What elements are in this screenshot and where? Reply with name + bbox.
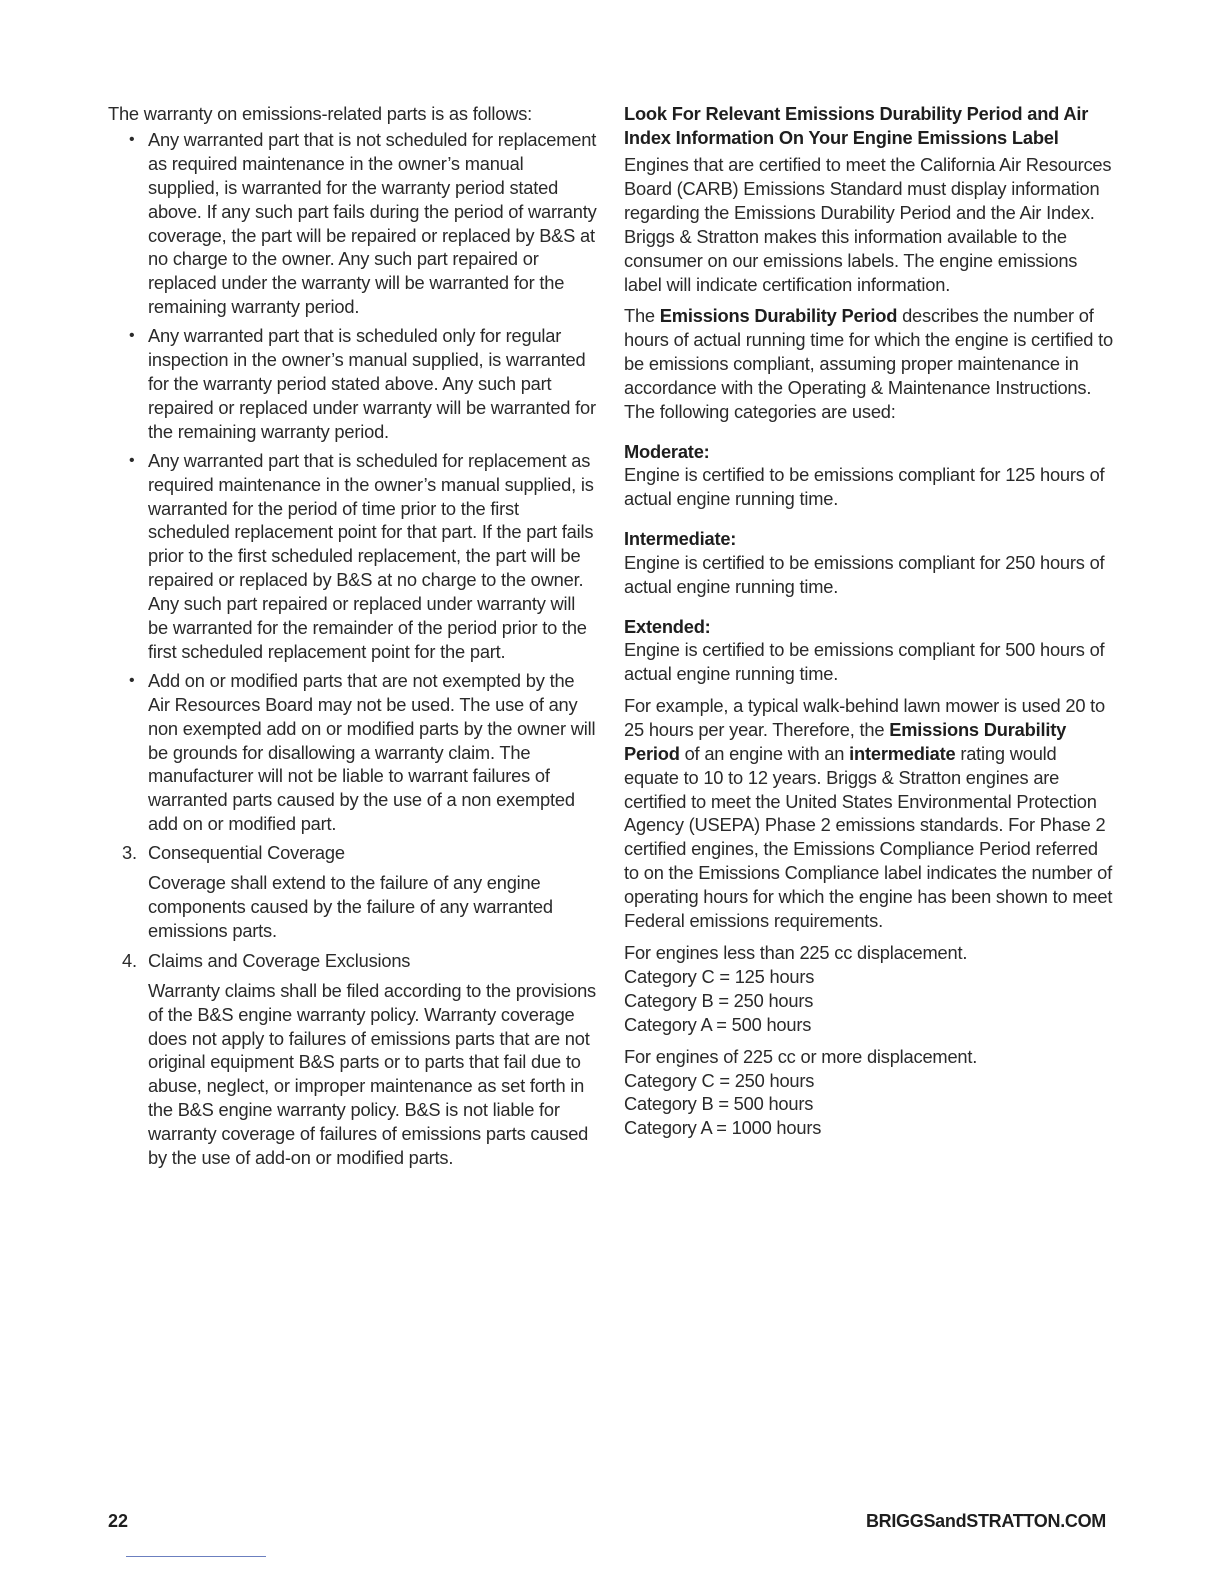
- divider: [126, 1556, 266, 1557]
- right-column: [624, 102, 1114, 1148]
- durability-term: Emissions Durability Period: [659, 305, 898, 327]
- category-line: Category A = 500 hours: [624, 1013, 812, 1035]
- moderate-title: Moderate:: [624, 440, 710, 462]
- moderate-text: Engine is certified to be emissions compliant for 125 hours of actual engine running time.: [624, 464, 1105, 510]
- category-line: Category C = 125 hours: [624, 965, 815, 987]
- page-number: 22: [108, 1511, 129, 1531]
- category-line: Category C = 250 hours: [624, 1069, 815, 1091]
- intermediate-title: Intermediate:: [624, 528, 737, 550]
- emissions-label-heading: Look For Relevant Emissions Durability Period and Air Index Information On Your Engine Emissions Label: [624, 103, 1089, 148]
- item-text: Coverage shall extend to the failure of any engine components caused by the failure of any warranted emissions parts.: [148, 872, 553, 941]
- carb-paragraph: Engines that are certified to meet the California Air Resources Board (CARB) Emissions Standard must display information regarding the Emissions Durability Period and the Air Index. Briggs & Stratton makes this information available to the consumer on our emissions labels. The engine emissions label will indicate certification information.: [624, 154, 1112, 295]
- example-paragraph: For example, a typical walk-behind lawn mower is used 20 to 25 hours per year. Therefore, the Emissions Durability Period of an engine with an intermediate rating would equate to 10 to 12 years. Briggs & Stratton engines are certified to meet the United States Environmental Protection Agency (USEPA) Phase 2 emissions standards. For Phase 2 certified engines, the Emissions Compliance Period referred to on the Emissions Compliance label indicates the number of operating hours for which the engine has been shown to meet Federal emissions requirements.: [624, 694, 1113, 932]
- large-engine-categories: [624, 1045, 1114, 1141]
- intermediate-category: [624, 527, 1114, 598]
- intermediate-text: Engine is certified to be emissions compliant for 250 hours of actual engine running time.: [624, 551, 1105, 597]
- extended-category: [624, 615, 1114, 686]
- small-engine-intro: For engines less than 225 cc displacement.: [624, 941, 968, 963]
- claims-exclusions-section: [108, 949, 598, 1170]
- bullet-item: • Any warranted part that is scheduled only for regular inspection in the owner’s manual supplied, is warranted for the warranty period stated above. Any such part repaired or replaced under warranty will be warranted for the remaining warranty period.: [148, 324, 598, 444]
- category-line: Category B = 250 hours: [624, 989, 814, 1011]
- item-title: Claims and Coverage Exclusions: [148, 949, 411, 971]
- moderate-category: [624, 440, 1114, 511]
- bullet-item: • Any warranted part that is not scheduled for replacement as required maintenance in the owner’s manual supplied, is warranted for the warranty period stated above. If any such part fails during the period of warranty coverage, the part will be repaired or replaced by B&S at no charge to the owner. Any such part repaired or replaced under the warranty will be warranted for the remaining warranty period.: [148, 128, 598, 319]
- category-line: Category A = 1000 hours: [624, 1117, 822, 1139]
- category-line: Category B = 500 hours: [624, 1093, 814, 1115]
- item-number: 3.: [122, 842, 137, 864]
- bullet-item: • Any warranted part that is scheduled for replacement as required maintenance in the owner’s manual supplied, is warranted for the period of time prior to the first scheduled replacement point for that part. If the part fails prior to the first scheduled replacement, the part will be repaired or replaced by B&S at no charge to the owner. Any such part repaired or replaced under warranty will be warranted for the remainder of the period prior to the first scheduled replacement point for the part.: [148, 449, 598, 664]
- consequential-coverage-section: [108, 841, 598, 943]
- item-title: Consequential Coverage: [148, 842, 345, 864]
- left-column: [108, 102, 598, 1176]
- item-number: 4.: [122, 949, 137, 971]
- footer-website: BRIGGSandSTRATTON.COM: [865, 1511, 1106, 1531]
- extended-title: Extended:: [624, 615, 711, 637]
- bullet-item: • Add on or modified parts that are not exempted by the Air Resources Board may not be used. The use of any non exempted add on or modified parts by the owner will be grounds for disallowing a warranty claim. The manufacturer will not be liable to warrant failures of warranted parts caused by the use of a non exempted add on or modified part.: [148, 669, 598, 836]
- durability-paragraph: The Emissions Durability Period describes the number of hours of actual running time for which the engine is certified to be emissions compliant, assuming proper maintenance in accordance with the Operating & Maintenance Instructions. The following categories are used:: [624, 305, 1113, 423]
- warranty-intro: The warranty on emissions-related parts is as follows:: [108, 103, 533, 124]
- warranty-bullet-list: [108, 128, 598, 836]
- large-engine-intro: For engines of 225 cc or more displacement.: [624, 1045, 978, 1067]
- extended-text: Engine is certified to be emissions compliant for 500 hours of actual engine running time.: [624, 639, 1105, 684]
- small-engine-categories: [624, 941, 1114, 1037]
- item-text: Warranty claims shall be filed according to the provisions of the B&S engine warranty policy. Warranty coverage does not apply to failures of emissions parts that are not original equipment B&S parts or to parts that fail due to abuse, neglect, or improper maintenance as set forth in the B&S engine warranty policy. B&S is not liable for warranty coverage of failures of emissions parts caused by the use of add-on or modified parts.: [148, 979, 597, 1169]
